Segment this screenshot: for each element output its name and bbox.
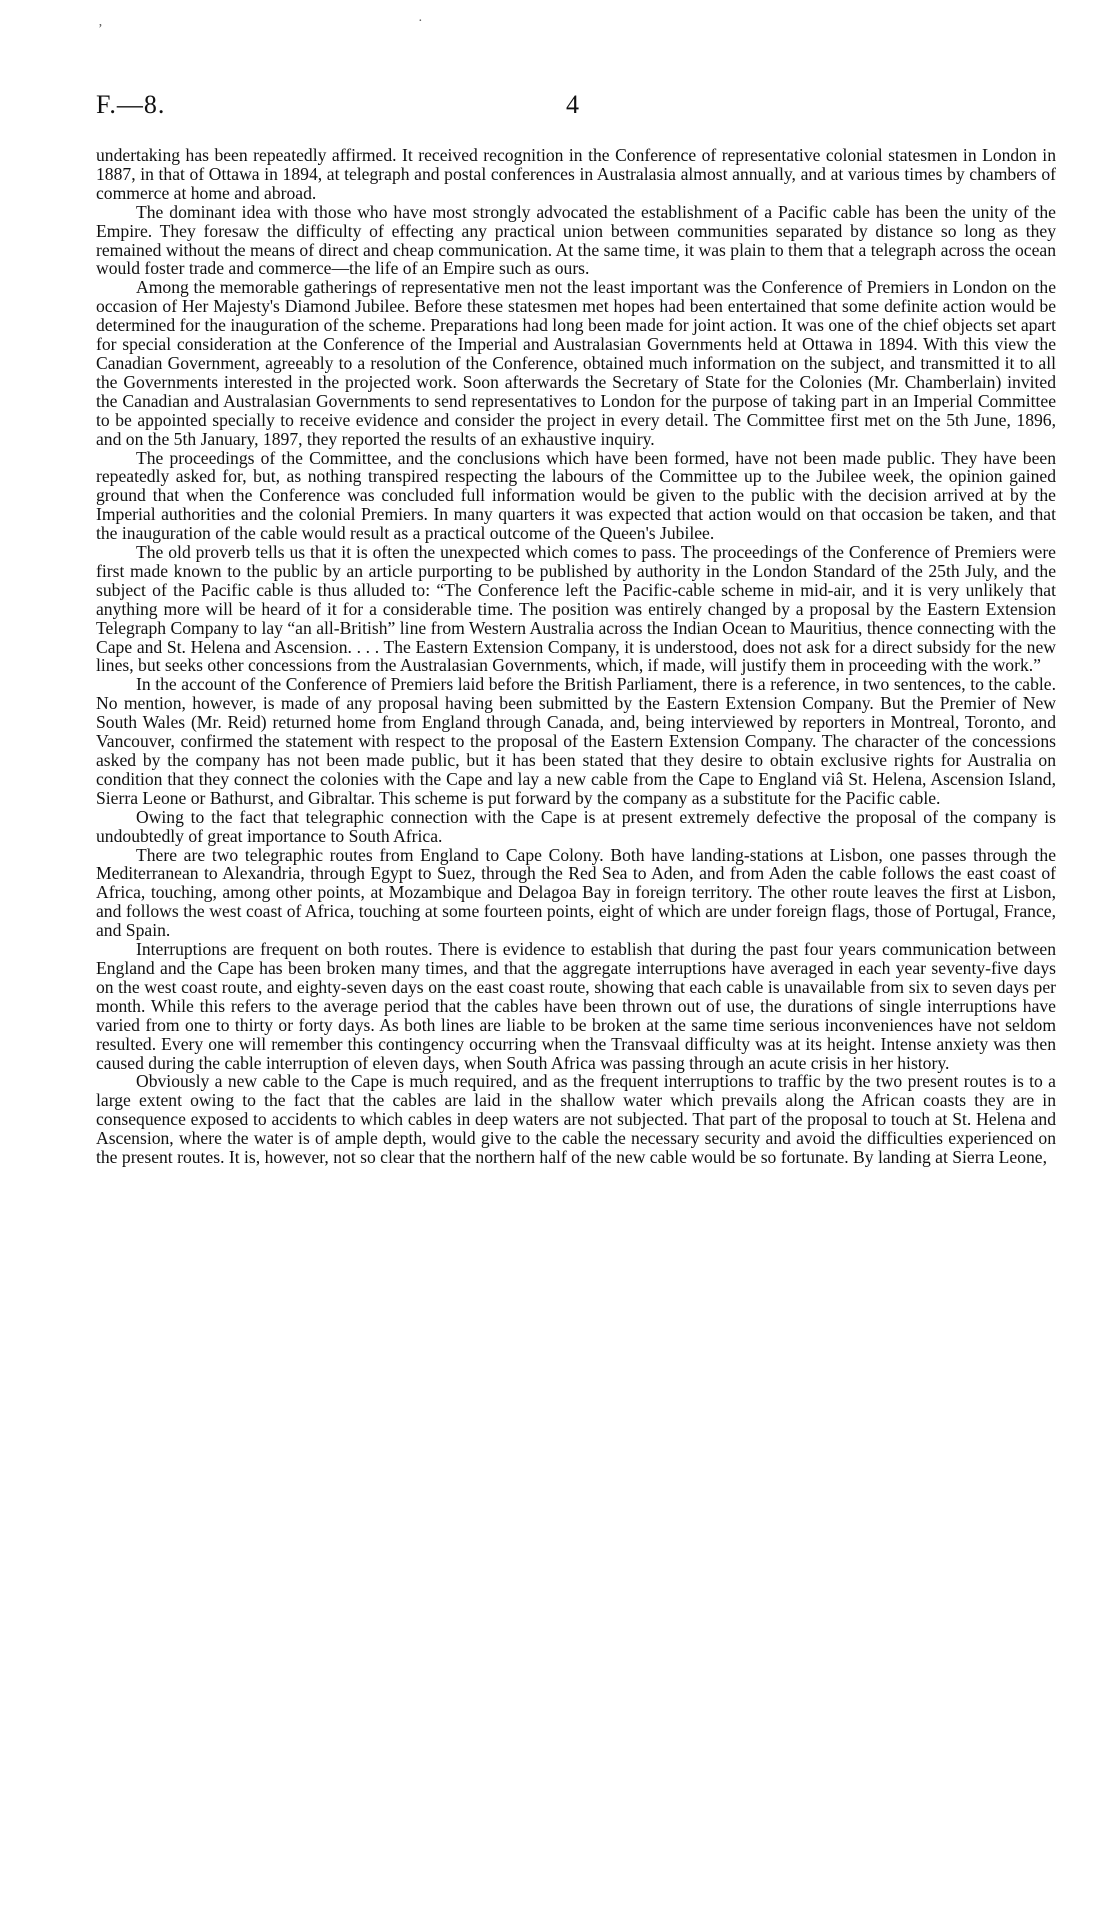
- paragraph: Interruptions are frequent on both routes. There is evidence to establish that during the past four years communication between England and the Cape has been broken many times, and that the aggregate interruptions have averaged in each year seventy-five days on the west coast route, and eighty-seven days on the east coast route, showing that each cable is unavailable from six to seven days per month. While this refers to the average period that the cables have been thrown out of use, the durations of single interruptions have varied from one to thirty or forty days. As both lines are liable to be broken at the same time serious inconveniences have not seldom resulted. Every one will remember this contingency occurring when the Transvaal difficulty was at its height. Intense anxiety was then caused during the cable interruption of eleven days, when South Africa was passing through an acute crisis in her history.: [96, 939, 1056, 1073]
- document-reference: F.—8.: [96, 90, 166, 119]
- paragraph: Among the memorable gatherings of representative men not the least important was the Conference of Premiers in London on the occasion of Her Majesty's Diamond Jubilee. Before these statesmen met hopes had been entertained that some definite action would be determined for the inauguration of the scheme. Preparations had long been made for joint action. It was one of the chief objects set apart for special consideration at the Conference of the Imperial and Australasian Governments held at Ottawa in 1894. With this view the Canadian Government, agreeably to a resolution of the Conference, obtained much information on the subject, and transmitted it to all the Governments interested in the projected work. Soon afterwards the Secretary of State for the Colonies (Mr. Chamberlain) invited the Canadian and Australasian Governments to send representatives to London for the purpose of taking part in an Imperial Committee to be appointed specially to receive evidence and consider the project in every detail. The Committee first met on the 5th June, 1896, and on the 5th January, 1897, they reported the results of an exhaustive inquiry.: [96, 277, 1056, 449]
- body-text: [96, 146, 1056, 1167]
- paragraph: The proceedings of the Committee, and the conclusions which have been formed, have not been made public. They have been repeatedly asked for, but, as nothing transpired respecting the labours of the Committee up to the Jubilee week, the opinion gained ground that when the Conference was concluded full information would be given to the public with the decision arrived at by the Imperial authorities and the colonial Premiers. In many quarters it was expected that action would on that occasion be taken, and that the inauguration of the cable would result as a practical outcome of the Queen's Jubilee.: [96, 447, 1056, 544]
- paragraph: The old proverb tells us that it is often the unexpected which comes to pass. The proceedings of the Conference of Premiers were first made known to the public by an article purporting to be published by authority in the London Standard of the 25th July, and the subject of the Pacific cable is thus alluded to: “The Conference left the Pacific-cable scheme in mid-air, and it is very unlikely that anything more will be heard of it for a considerable time. The position was entirely changed by a proposal by the Eastern Extension Telegraph Company to lay “an all-British” line from Western Australia across the Indian Ocean to Mauritius, thence connecting with the Cape and St. Helena and Ascension. . . . The Eastern Extension Company, it is understood, does not ask for a direct subsidy for the new lines, but seeks other concessions from the Australasian Governments, which, if made, will justify them in proceeding with the work.”: [96, 542, 1056, 676]
- paragraph: In the account of the Conference of Premiers laid before the British Parliament, there is a reference, in two sentences, to the cable. No mention, however, is made of any proposal having been submitted by the Eastern Extension Company. But the Premier of New South Wales (Mr. Reid) returned home from England through Canada, and, being interviewed by reporters in Montreal, Toronto, and Vancouver, confirmed the statement with respect to the proposal of the Eastern Extension Company. The character of the concessions asked by the company has not been made public, but it has been stated that they desire to obtain exclusive rights for Australia on condition that they connect the colonies with the Cape and lay a new cable from the Cape to England viâ St. Helena, Ascension Island, Sierra Leone or Bathurst, and Gibraltar. This scheme is put forward by the company as a substitute for the Pacific cable.: [96, 674, 1056, 808]
- paragraph: There are two telegraphic routes from England to Cape Colony. Both have landing-stations at Lisbon, one passes through the Mediterranean to Alexandria, through Egypt to Suez, through the Red Sea to Aden, and from Aden the cable follows the east coast of Africa, touching, among other points, at Mozambique and Delagoa Bay in foreign territory. The other route leaves the first at Lisbon, and follows the west coast of Africa, touching at some fourteen points, eight of which are under foreign flags, those of Portugal, France, and Spain.: [96, 844, 1056, 941]
- margin-dot: ·: [418, 14, 423, 29]
- paragraph: The dominant idea with those who have most strongly advocated the establishment of a Pacific cable has been the unity of the Empire. They foresaw the difficulty of effecting any practical union between communities separated by distance so long as they remained without the means of direct and cheap communication. At the same time, it was plain to them that a telegraph across the ocean would foster trade and commerce—the life of an Empire such as ours.: [96, 201, 1056, 279]
- paragraph: Owing to the fact that telegraphic connection with the Cape is at present extremely defective the proposal of the company is undoubtedly of great importance to South Africa.: [96, 806, 1056, 846]
- paragraph: Obviously a new cable to the Cape is much required, and as the frequent interruptions to traffic by the two present routes is to a large extent owing to the fact that the cables are laid in the shallow water which prevails along the African coasts they are in consequence exposed to accidents to which cables in deep waters are not subjected. That part of the proposal to touch at St. Helena and Ascension, where the water is of ample depth, would give to the cable the necessary security and avoid the difficulties experienced on the present routes. It is, however, not so clear that the northern half of the new cable would be so fortunate. By landing at Sierra Leone,: [96, 1071, 1056, 1168]
- page-number: 4: [566, 90, 579, 119]
- margin-mark: ʼ: [98, 22, 103, 37]
- page-header: [96, 90, 1018, 130]
- paragraph: undertaking has been repeatedly affirmed. It received recognition in the Conference of representative colonial statesmen in London in 1887, in that of Ottawa in 1894, at telegraph and postal conferences in Australasia almost annually, and at various times by chambers of commerce at home and abroad.: [96, 145, 1056, 203]
